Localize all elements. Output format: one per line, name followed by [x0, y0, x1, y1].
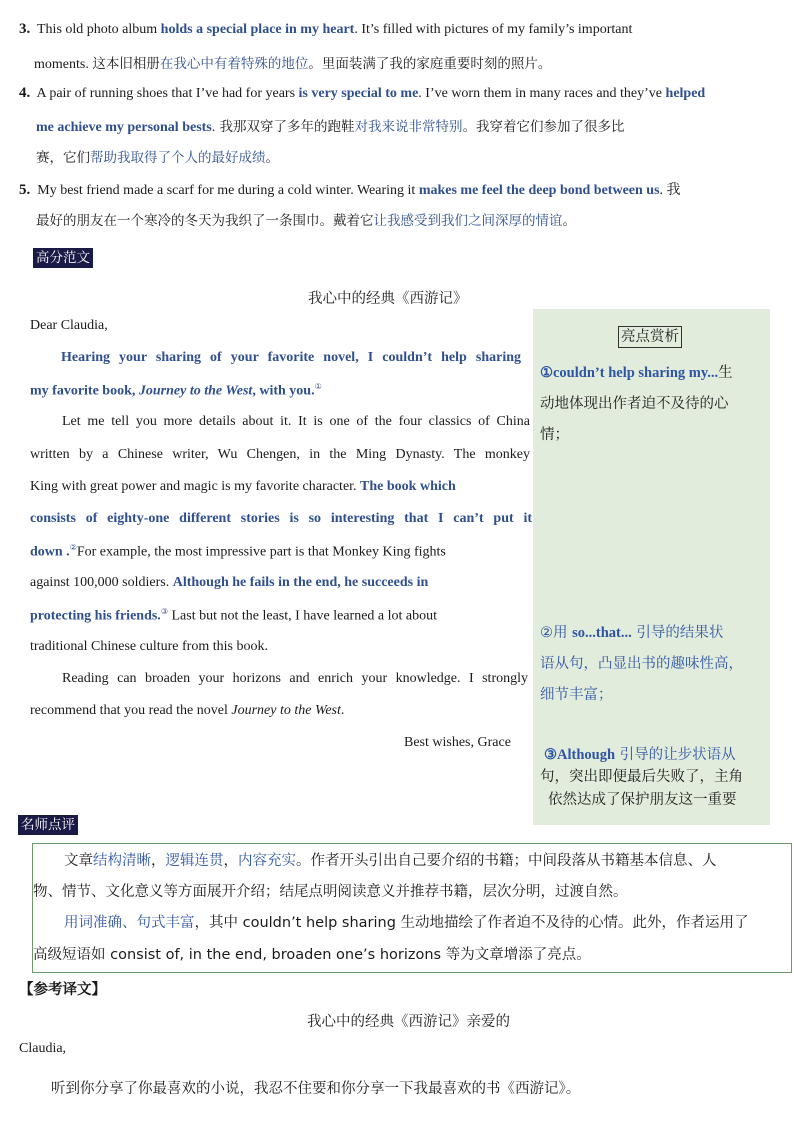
- sentence-text: A pair of running shoes that I’ve had for years: [36, 86, 299, 101]
- note-text: ②用: [540, 625, 573, 641]
- note-1-line-2: 动地体现出作者迫不及待的心: [540, 396, 729, 412]
- item-number: 3.: [19, 21, 31, 37]
- note-1-line-1: [540, 361, 733, 382]
- sentence-text: This old photo album: [37, 22, 161, 37]
- note-3-line-3: 依然达成了保护朋友这一重要: [548, 792, 737, 808]
- review-line-1: [64, 849, 717, 870]
- review-text: 文章: [64, 853, 93, 869]
- item-5-line-1: [19, 179, 681, 199]
- reference-translation-label: 【参考译文】: [19, 982, 106, 998]
- essay-line: [30, 575, 428, 591]
- highlight-phrase: Although he fails in the end, he succeeds in: [172, 575, 429, 590]
- review-line-2: 物、情节、文化意义等方面展开介绍；结尾点明阅读意义并推荐书籍，层次分明，过渡自然。: [33, 884, 628, 900]
- essay-line: [30, 479, 456, 495]
- essay-line: [30, 543, 446, 561]
- teacher-review-label: 名师点评: [18, 815, 78, 835]
- footnote-mark: ②: [69, 543, 77, 552]
- highlight-phrase: helped: [665, 86, 706, 101]
- note-text: 引导的结果状: [631, 625, 724, 641]
- note-1-line-3: 情；: [540, 427, 569, 443]
- essay-title: 我心中的经典《西游记》: [308, 291, 468, 307]
- panel-title: 亮点赏析: [618, 326, 682, 348]
- sentence-text: recommend that you read the novel: [30, 703, 232, 718]
- essay-line: [30, 607, 437, 625]
- note-3-line-1: [544, 743, 736, 764]
- translation-text: 赛，它们: [36, 150, 90, 166]
- sentence-text: .: [340, 703, 345, 718]
- sentence-text: Last but not the least, I have learned a lot about: [167, 608, 438, 624]
- item-4-line-1: [19, 85, 705, 102]
- sentence-text: moments.: [34, 57, 93, 72]
- highlight-phrase: protecting his friends.: [30, 608, 161, 624]
- note-text: 生: [718, 365, 733, 381]
- review-text: 。作者开头引出自己要介绍的书籍；中间段落从书籍基本信息、人: [296, 853, 717, 869]
- note-bold-text: ①couldn’t help sharing my...: [540, 365, 719, 381]
- essay-line: written by a Chinese writer, Wu Chengen, in the Ming Dynasty. The monkey: [30, 447, 530, 462]
- item-3-line-2: [34, 52, 551, 73]
- essay-greeting: Dear Claudia,: [30, 318, 108, 333]
- highlight-phrase: my favorite book,: [30, 383, 139, 399]
- translation-text: 。: [562, 213, 576, 229]
- review-text: ，其中 couldn’t help sharing 生动地描绘了作者迫不及待的心情。此外，作者运用了: [194, 915, 749, 931]
- essay-line: [30, 703, 344, 719]
- review-highlight: 、: [122, 915, 137, 931]
- translation-title: 我心中的经典《西游记》亲爱的: [307, 1014, 510, 1030]
- footnote-mark: ③: [160, 607, 168, 616]
- review-line-4: 高级短语如 consist of, in the end, broaden one’s horizons 等为文章增添了亮点。: [33, 947, 591, 963]
- translation-paragraph: 听到你分享了你最喜欢的小说，我忍不住要和你分享一下我最喜欢的书《西游记》。: [51, 1081, 581, 1097]
- essay-closing: Best wishes, Grace: [404, 735, 511, 750]
- review-highlight: 逻辑连贯: [165, 853, 224, 869]
- sentence-text: My best friend made a scarf for me during a cold winter. Wearing it: [37, 183, 419, 198]
- translation-text: 我那双穿了多年的跑鞋: [215, 119, 355, 135]
- item-5-line-2: [36, 209, 576, 230]
- review-highlight: 结构清晰: [93, 853, 151, 869]
- sentence-text: . 我: [659, 183, 681, 198]
- highlight-phrase: is very special to me: [298, 86, 419, 101]
- translation-highlight: 对我来说非常特别: [354, 119, 463, 135]
- sentence-text: . It’s filled with pictures of my family’s important: [354, 22, 633, 37]
- item-3-line-1: [19, 21, 632, 38]
- highlight-phrase: me achieve my personal bests: [36, 120, 212, 135]
- review-box: [32, 843, 792, 973]
- note-text: 引导的让步状语从: [615, 747, 736, 763]
- note-2-line-3: 细节丰富；: [540, 687, 613, 703]
- essay-line: traditional Chinese culture from this book.: [30, 639, 268, 654]
- review-text: ，: [151, 853, 166, 869]
- model-essay-label: 高分范文: [33, 248, 93, 268]
- highlight-phrase: makes me feel the deep bond between us: [418, 183, 660, 198]
- review-highlight: 内容充实: [238, 853, 296, 869]
- essay-line: [30, 382, 322, 400]
- essay-line: Hearing your sharing of your favorite novel, I couldn’t help sharing: [61, 350, 521, 365]
- book-title: Journey to the West: [138, 383, 253, 399]
- review-line-3: [64, 911, 749, 932]
- item-number: 5.: [19, 182, 31, 198]
- translation-highlight: 让我感受到我们之间深厚的情谊: [373, 213, 563, 229]
- footnote-mark: ①: [314, 382, 322, 391]
- translation-highlight: 帮助我取得了个人的最好成绩: [90, 150, 266, 166]
- note-2-line-1: [540, 621, 723, 642]
- note-bold-text: so...that...: [572, 625, 632, 641]
- sentence-text: . I’ve worn them in many races and they’ve: [418, 86, 666, 101]
- essay-line: consists of eighty-one different stories is so interesting that I can’t put it: [30, 511, 532, 526]
- sentence-text: For example, the most impressive part is that Monkey King fights: [76, 544, 446, 560]
- translation-text: 。我穿着它们参加了很多比: [462, 119, 625, 135]
- translation-text: 最好的朋友在一个寒冷的冬天为我织了一条围巾。戴着它: [36, 213, 374, 229]
- translation-text: 这本旧相册: [92, 56, 160, 72]
- highlight-phrase: , with you.: [252, 383, 315, 399]
- note-3-line-2: 句，突出即便最后失败了，主角: [540, 769, 743, 785]
- review-highlight: 用词准确: [64, 915, 122, 931]
- translation-text: 。里面装满了我的家庭重要时刻的照片。: [308, 56, 552, 72]
- item-number: 4.: [19, 85, 31, 101]
- highlight-phrase: down .: [30, 544, 70, 560]
- highlight-phrase: holds a special place in my heart: [160, 22, 355, 37]
- note-2-line-2: 语从句，凸显出书的趣味性高，: [540, 656, 743, 672]
- highlight-phrase: The book which: [360, 479, 456, 494]
- essay-line: Let me tell you more details about it. It is one of the four classics of China: [62, 414, 530, 429]
- item-4-line-2: [36, 115, 625, 136]
- sentence-text: King with great power and magic is my favorite character.: [30, 479, 361, 494]
- sentence-text: .: [211, 120, 216, 135]
- translation-highlight: 在我心中有着特殊的地位: [159, 56, 309, 72]
- review-text: ，: [223, 853, 238, 869]
- review-highlight: 句式丰富: [136, 915, 195, 931]
- translation-text: 。: [265, 150, 279, 166]
- note-bold-text: ③Although: [544, 747, 616, 763]
- sentence-text: against 100,000 soldiers.: [30, 575, 173, 590]
- book-title: Journey to the West: [231, 703, 341, 718]
- item-4-line-3: [36, 146, 279, 167]
- translation-greeting: Claudia,: [19, 1041, 67, 1056]
- essay-line: Reading can broaden your horizons and enrich your knowledge. I strongly: [62, 671, 528, 686]
- highlight-analysis-panel: [533, 309, 770, 825]
